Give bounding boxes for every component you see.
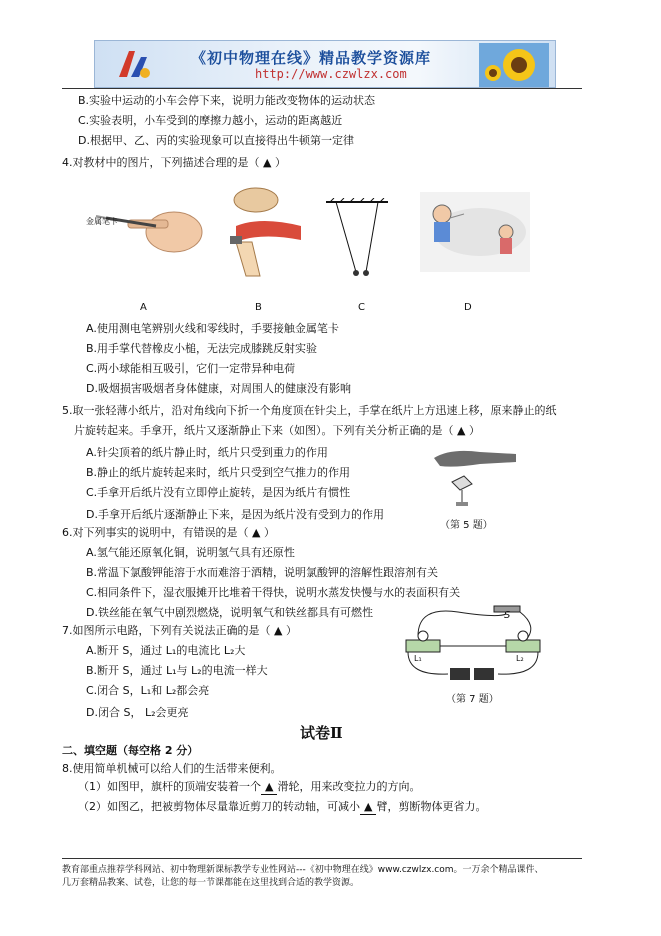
q4-letter-a: A [140,302,147,313]
q6-option-d: D.铁丝能在氧气中剧烈燃烧，说明氧气和铁丝都具有可燃性 [86,606,373,619]
battery-icon [450,668,470,680]
site-logo-icon [115,47,155,81]
q7-stem: 7.如图所示电路，下列有关说法正确的是（ ▲ ） [62,624,297,637]
part2-heading: 二、填空题（每空格 2 分） [62,744,199,757]
q4-figure-d [420,192,530,272]
q7-option-a: A.断开 S，通过 L₁的电流比 L₂大 [86,644,246,657]
q4-option-b: B.用手掌代替橡皮小槌，无法完成膝跳反射实验 [86,342,318,355]
q5-stem-line1: 5.取一张轻薄小纸片，沿对角线向下折一个角度顶在针尖上，手掌在纸片上方迅速上移，原来静止的纸 [62,404,557,417]
q7-option-b: B.断开 S，通过 L₁与 L₂的电流一样大 [86,664,268,677]
q4-letter-b: B [255,302,262,313]
q6-stem: 6.对下列事实的说明中，有错误的是（ ▲ ） [62,526,275,539]
q5-option-c: C.手拿开后纸片没有立即停止旋转，是因为纸片有惯性 [86,486,351,499]
smoking-cartoon-icon [420,192,530,272]
q8-part1-blank[interactable]: ▲ [261,780,277,795]
footer-rule [62,858,582,859]
header-banner [94,40,556,88]
q6-option-b: B.常温下氯酸钾能溶于水而难溶于酒精，说明氯酸钾的溶解性跟溶剂有关 [86,566,439,579]
q4-figure-b [216,186,306,278]
bulb-l2-icon [518,631,528,641]
q8-stem: 8.使用简单机械可以给人们的生活带来便利。 [62,762,282,775]
q7-circuit-figure [398,596,548,686]
knee-reflex-icon [216,186,306,278]
q5-stem-line2: 片旋转起来。手拿开，纸片又逐渐静止下来（如图）。下列有关分析正确的是（ ▲ ） [74,424,480,437]
q3-option-d: D.根据甲、乙、丙的实验现象可以直接得出牛顿第一定律 [78,134,354,147]
q4-figure-a-label: 金属笔卡 [86,217,118,226]
q5-caption: （第 5 题） [440,520,493,531]
test-pen-hand-icon [86,196,206,276]
sunflower-icon [479,43,549,87]
footer [62,864,602,890]
charged-balls-icon [322,198,392,278]
q7-label-l1: L₁ [414,654,422,663]
q4-option-c: C.两小球能相互吸引，它们一定带异种电荷 [86,362,296,375]
hand-paper-icon [430,446,520,508]
q5-figure [430,446,520,508]
q5-option-b: B.静止的纸片旋转起来时，纸片只受到空气推力的作用 [86,466,351,479]
q8-part1 [78,780,420,795]
q4-letter-c: C [358,302,365,313]
banner-title: 《初中物理在线》精品教学资源库 [191,49,432,67]
q3-option-c: C.实验表明，小车受到的摩擦力越小，运动的距离越近 [78,114,343,127]
q7-option-c: C.闭合 S，L₁和 L₂都会亮 [86,684,210,697]
q4-figure-a [86,196,206,276]
footer-line2: 几万套精品教案、试卷，让您的每一节课都能在这里找到合适的教学资源。 [62,878,360,888]
q3-option-b: B.实验中运动的小车会停下来，说明力能改变物体的运动状态 [78,94,376,107]
section-title: 试卷Ⅱ [300,724,343,742]
q8-part1-text-b: 滑轮，用来改变拉力的方向。 [277,780,421,793]
footer-line1: 教育部重点推荐学科网站、初中物理新课标教学专业性网站---《初中物理在线》www.czwlzx.com。一万余个精品课件、 [62,865,544,875]
q7-label-s: S [504,610,511,621]
q4-figure-c [322,198,392,278]
q8-part2-blank[interactable]: ▲ [360,800,376,815]
q4-option-a: A.使用测电笔辨别火线和零线时，手要接触金属笔卡 [86,322,339,335]
q8-part1-text-a: （1）如图甲，旗杆的顶端安装着一个 [78,780,261,793]
q8-part2-text-b: 臂，剪断物体更省力。 [376,800,487,813]
q6-option-c: C.相同条件下，湿衣服摊开比堆着干得快，说明水蒸发快慢与水的表面积有关 [86,586,461,599]
q7-caption: （第 7 题） [446,694,499,705]
header-rule [62,88,582,89]
q4-stem: 4.对教材中的图片，下列描述合理的是（ ▲ ） [62,156,286,169]
q5-option-d: D.手拿开后纸片逐渐静止下来，是因为纸片没有受到力的作用 [86,508,384,521]
q7-option-d: D.闭合 S， L₂会更亮 [86,706,189,719]
q5-option-a: A.针尖顶着的纸片静止时，纸片只受到重力的作用 [86,446,328,459]
q8-part2-text-a: （2）如图乙，把被剪物体尽量靠近剪刀的转动轴，可减小 [78,800,360,813]
bulb-l1-icon [418,631,428,641]
q4-option-d: D.吸烟损害吸烟者身体健康，对周围人的健康没有影响 [86,382,351,395]
q8-part2 [78,800,486,815]
q4-letter-d: D [464,302,472,313]
q7-label-l2: L₂ [516,654,524,663]
circuit-diagram [398,596,548,686]
q6-option-a: A.氢气能还原氧化铜，说明氢气具有还原性 [86,546,295,559]
banner-url[interactable]: http://www.czwlzx.com [255,67,407,81]
